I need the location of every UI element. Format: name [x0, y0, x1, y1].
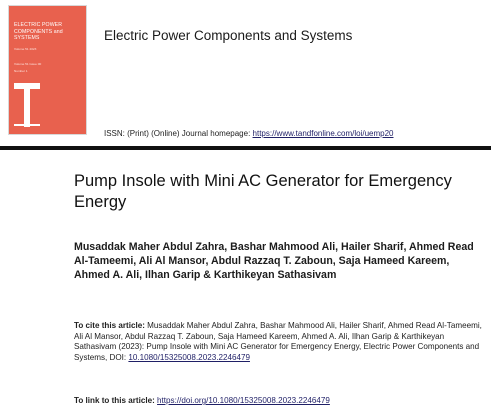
issn-line — [104, 129, 394, 138]
cover-title: ELECTRIC POWER COMPONENTS and SYSTEMS — [14, 22, 63, 41]
citation-doi-link[interactable]: 10.1080/15325008.2023.2246479 — [128, 352, 250, 362]
journal-name: Electric Power Components and Systems — [104, 28, 353, 43]
journal-cover-image — [8, 5, 87, 135]
citation-label: To cite this article: — [74, 321, 145, 330]
article-link-line — [74, 396, 484, 407]
journal-homepage-link[interactable]: https://www.tandfonline.com/loi/uemp20 — [252, 129, 394, 138]
citation-block — [74, 321, 484, 363]
taylor-francis-logo-icon — [14, 83, 40, 127]
header-divider — [0, 146, 491, 150]
cover-meta-1: Volume 51 2023 — [14, 47, 37, 51]
cover-meta-3: Number 1 — [14, 69, 28, 73]
cover-meta-2: Volume 51 Issue 00 — [14, 62, 42, 66]
article-doi-link[interactable]: https://doi.org/10.1080/15325008.2023.2246479 — [157, 396, 330, 405]
journal-header — [0, 0, 491, 146]
citation-text: Musaddak Maher Abdul Zahra, Bashar Mahmood Ali, Hailer Sharif, Ahmed Read Al-Tameemi, Ali Al Mansor, Abdul Razzaq T. Zaboun, Saja Hameed Kareem, Ahmed A. Ali, Ilhan Garip & Karthikeyan Sathasivam (2023): Pump Insole with Mini AC Generator for Emergency Energy, Electric Power Components and Systems, DOI: — [74, 321, 482, 362]
issn-text: ISSN: (Print) (Online) Journal homepage: — [104, 129, 251, 138]
article-title: Pump Insole with Mini AC Generator for Emergency Energy — [74, 172, 452, 211]
article-authors: Musaddak Maher Abdul Zahra, Bashar Mahmood Ali, Hailer Sharif, Ahmed Read Al-Tameemi, Ali Al Mansor, Abdul Razzaq T. Zaboun, Saja Hameed Kareem, Ahmed A. Ali, Ilhan Garip & Karthikeyan Sathasivam — [74, 241, 474, 282]
link-label: To link to this article: — [74, 396, 155, 405]
